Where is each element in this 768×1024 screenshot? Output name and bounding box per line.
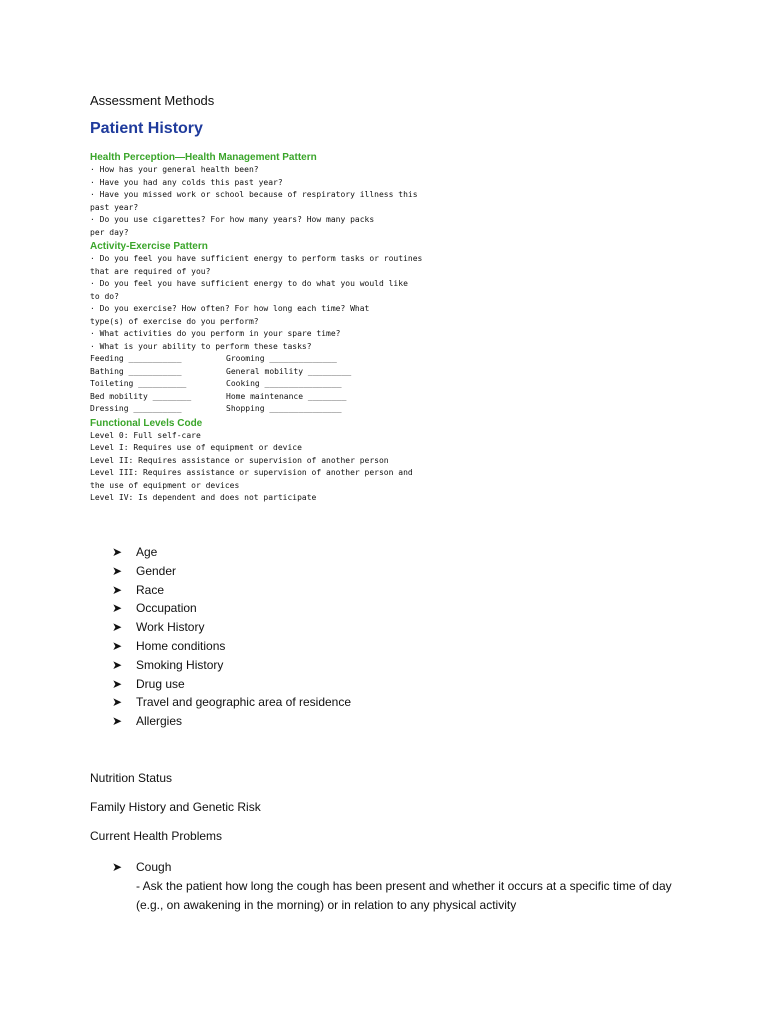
page-heading: Assessment Methods (90, 93, 215, 108)
activity-questions (90, 253, 430, 353)
patient-history-form (90, 150, 430, 505)
list-item-label: Occupation (136, 601, 197, 616)
task-row (90, 403, 430, 416)
list-item-label: Allergies (136, 714, 183, 729)
task-row (90, 353, 430, 366)
health-questions (90, 164, 430, 239)
question-line: · Have you had any colds this past year? (90, 177, 283, 187)
question-line: · What is your ability to perform these tasks? (90, 341, 312, 351)
cough-item (112, 858, 672, 877)
list-item-label: Age (136, 545, 158, 559)
list-item (112, 675, 351, 694)
task-grid (90, 353, 430, 416)
list-item (112, 693, 351, 712)
question-line: to do? (90, 291, 119, 301)
list-item-label: Travel and geographic area of residence (136, 695, 352, 710)
arrow-bullet-icon: ➤ (112, 676, 123, 691)
functional-levels (90, 430, 430, 505)
question-line: · Do you feel you have sufficient energy to do what you would like (90, 279, 408, 288)
arrow-bullet-icon: ➤ (112, 860, 123, 874)
task-shopping: Shopping _______________ (226, 404, 342, 413)
task-general-mobility: General mobility _________ (226, 366, 352, 376)
question-line: · Do you feel you have sufficient energy to perform tasks or routines (90, 254, 423, 263)
arrow-bullet-icon: ➤ (112, 563, 123, 578)
list-item-label: Drug use (136, 676, 185, 691)
task-bathing: Bathing ___________ (90, 366, 182, 376)
task-row (90, 378, 430, 391)
list-item (112, 712, 351, 731)
arrow-bullet-icon: ➤ (112, 601, 123, 616)
arrow-bullet-icon: ➤ (112, 582, 123, 597)
question-line: type(s) of exercise do you perform? (90, 316, 259, 326)
list-item (112, 637, 351, 656)
list-item-label: Race (136, 582, 165, 597)
list-item-label: Gender (136, 563, 177, 578)
list-item (112, 562, 351, 581)
arrow-bullet-icon: ➤ (112, 695, 123, 710)
history-factors-list (112, 543, 351, 731)
family-history-heading: Family History and Genetic Risk (90, 800, 261, 814)
list-item (112, 599, 351, 618)
health-perception-heading: Health Perception—Health Management Pattern (90, 152, 317, 163)
task-row (90, 366, 430, 379)
level-line: Level I: Requires use of equipment or device (90, 443, 302, 452)
list-item-label: Work History (136, 620, 205, 635)
list-item-label: Home conditions (136, 638, 226, 653)
health-problems-list (112, 858, 672, 915)
question-line: past year? (90, 202, 139, 212)
arrow-bullet-icon: ➤ (112, 657, 123, 672)
task-row (90, 391, 430, 404)
level-line: Level II: Requires assistance or supervision of another person (90, 455, 389, 465)
list-item (112, 543, 351, 562)
list-item-label: Smoking History (136, 657, 224, 672)
nutrition-status-heading: Nutrition Status (90, 771, 173, 785)
arrow-bullet-icon: ➤ (112, 620, 123, 635)
cough-label: Cough (136, 860, 172, 874)
task-grooming: Grooming ______________ (226, 354, 337, 363)
level-line: the use of equipment or devices (90, 480, 240, 490)
question-line: · Do you use cigarettes? For how many years? How many packs (90, 215, 375, 224)
current-health-problems-heading: Current Health Problems (90, 829, 223, 843)
question-line: per day? (90, 227, 129, 237)
patient-history-title: Patient History (90, 120, 203, 137)
functional-levels-heading: Functional Levels Code (90, 417, 203, 429)
task-bed-mobility: Bed mobility ________ (90, 391, 192, 401)
task-cooking: Cooking ________________ (226, 379, 342, 388)
list-item (112, 581, 351, 600)
question-line: · What activities do you perform in your spare time? (90, 329, 341, 338)
list-item (112, 858, 672, 915)
level-line: Level IV: Is dependent and does not participate (90, 493, 317, 502)
task-home-maintenance: Home maintenance ________ (226, 391, 347, 401)
level-line: Level III: Requires assistance or supervision of another person and (90, 468, 413, 477)
level-line: Level 0: Full self-care (90, 430, 201, 440)
list-item (112, 656, 351, 675)
task-toileting: Toileting __________ (90, 379, 187, 388)
task-dressing: Dressing __________ (90, 404, 182, 413)
arrow-bullet-icon: ➤ (112, 545, 123, 559)
arrow-bullet-icon: ➤ (112, 714, 123, 729)
question-line: · How has your general health been? (90, 165, 259, 174)
cough-detail: - Ask the patient how long the cough has been present and whether it occurs at a specific time of day (e.g., on awakening in the morning) or in relation to any physical activity (136, 879, 672, 912)
list-item (112, 618, 351, 637)
task-feeding: Feeding ___________ (90, 354, 182, 363)
question-line: · Do you exercise? How often? For how long each time? What (90, 304, 370, 313)
activity-exercise-heading: Activity-Exercise Pattern (90, 241, 208, 252)
question-line: · Have you missed work or school because of respiratory illness this (90, 190, 418, 199)
question-line: that are required of you? (90, 266, 211, 276)
arrow-bullet-icon: ➤ (112, 638, 123, 653)
